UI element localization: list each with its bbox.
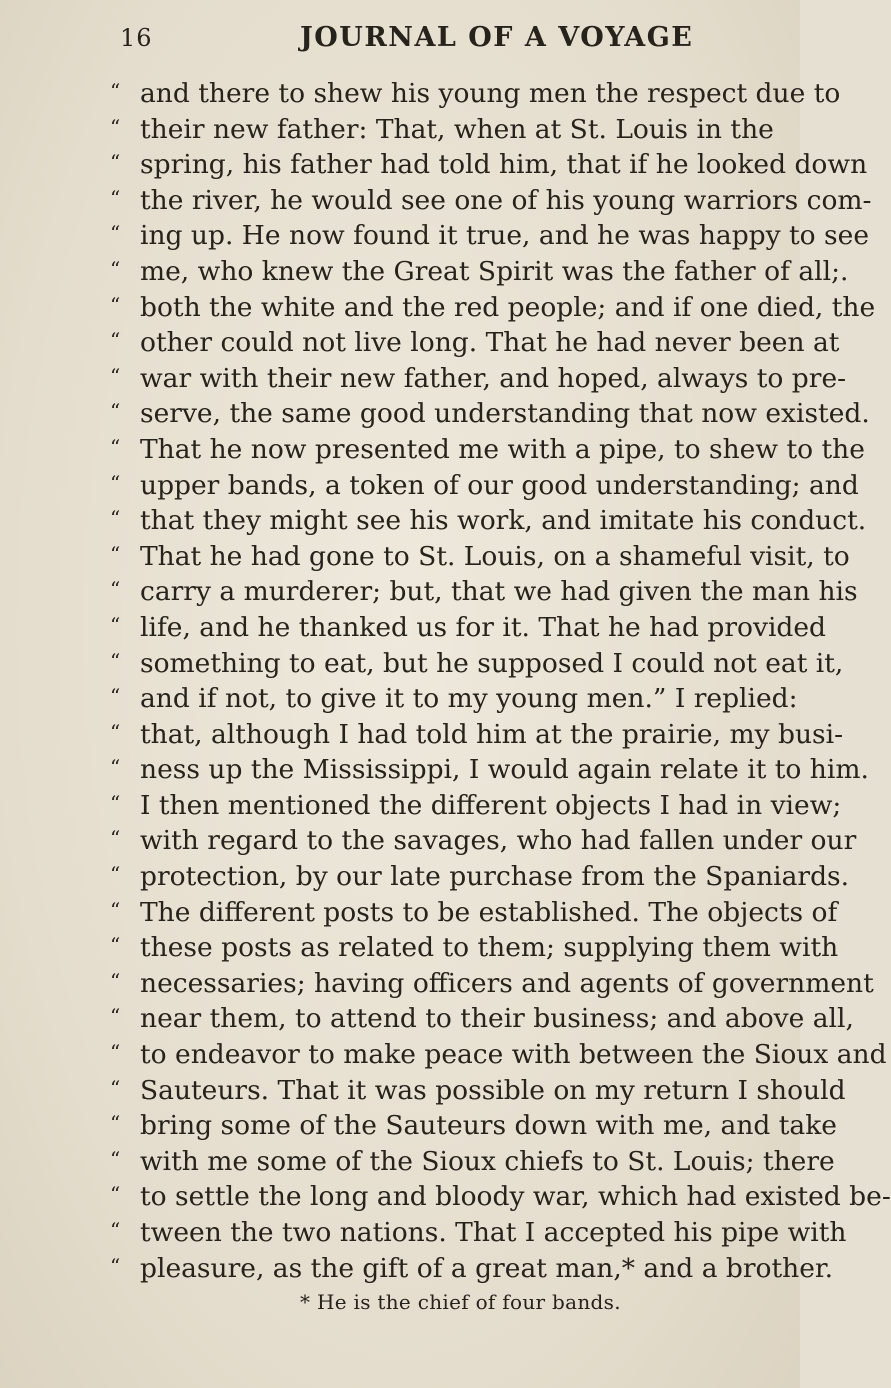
text-line — [110, 432, 865, 468]
line-text: spring, his father had told him, that if he looked down — [140, 149, 868, 181]
quote-mark: “ — [110, 506, 121, 531]
line-text: to settle the long and bloody war, which had existed be- — [140, 1181, 891, 1213]
quote-mark: “ — [110, 1004, 121, 1029]
quote-mark: “ — [110, 1218, 121, 1242]
quote-mark: “ — [110, 1253, 121, 1278]
text-line — [110, 930, 839, 966]
text-line — [110, 895, 838, 931]
quote-mark: “ — [110, 1111, 121, 1136]
line-text: the river, he would see one of his young warriors com- — [140, 184, 872, 216]
quote-mark: “ — [110, 256, 121, 281]
quote-mark: “ — [110, 114, 121, 139]
quote-mark: “ — [110, 221, 121, 246]
quote-mark: “ — [110, 933, 121, 958]
line-text: upper bands, a token of our good understanding; and — [140, 469, 859, 501]
quote-mark: “ — [110, 684, 121, 709]
line-text: to endeavor to make peace with between the Sioux and — [140, 1039, 887, 1071]
quote-mark: “ — [110, 1075, 121, 1100]
text-line — [110, 325, 840, 361]
line-text: pleasure, as the gift of a great man,* and a brother. — [140, 1252, 834, 1284]
quote-mark: “ — [110, 755, 121, 780]
line-text: bring some of the Sauteurs down with me, and take — [140, 1110, 837, 1142]
text-line — [110, 681, 798, 717]
quote-mark: “ — [110, 363, 121, 388]
text-line — [110, 396, 870, 432]
line-text: ness up the Mississippi, I would again relate it to him. — [140, 754, 869, 786]
text-line — [110, 966, 874, 1002]
line-text: protection, by our late purchase from the Spaniards. — [140, 861, 850, 893]
line-text: life, and he thanked us for it. That he had provided — [140, 611, 827, 643]
text-line — [110, 183, 872, 219]
text-line — [110, 76, 841, 112]
line-text: I then mentioned the different objects I had in view; — [140, 789, 842, 821]
page-number: 16 — [120, 24, 153, 52]
line-text: carry a murderer; but, that we had given the man his — [140, 576, 858, 608]
text-line — [110, 717, 844, 753]
line-text: that they might see his work, and imitate his conduct. — [140, 505, 867, 537]
quote-mark: “ — [110, 612, 121, 637]
line-text: with regard to the savages, who had fallen under our — [140, 825, 857, 857]
quote-mark: “ — [110, 897, 121, 922]
text-line — [110, 1073, 846, 1109]
text-line — [110, 503, 867, 539]
quote-mark: “ — [110, 399, 121, 424]
line-text: other could not live long. That he had never been at — [140, 327, 840, 359]
text-line — [110, 1037, 887, 1073]
quote-mark: “ — [110, 1040, 121, 1065]
quote-mark: “ — [110, 292, 121, 317]
quote-mark: “ — [110, 968, 121, 993]
text-line — [110, 1215, 847, 1251]
quote-mark: “ — [110, 719, 121, 744]
text-line — [110, 752, 869, 788]
quote-mark: “ — [110, 648, 121, 673]
line-text: both the white and the red people; and if one died, the — [140, 291, 876, 323]
quote-mark: “ — [110, 150, 121, 175]
line-text: That he now presented me with a pipe, to shew to the — [140, 433, 865, 465]
text-line — [110, 1251, 834, 1287]
line-text: with me some of the Sioux chiefs to St. Louis; there — [140, 1145, 835, 1177]
line-text: The different posts to be established. The objects of — [140, 896, 838, 928]
text-line — [110, 1179, 891, 1215]
quote-mark: “ — [110, 470, 121, 495]
line-text: necessaries; having officers and agents of government — [140, 967, 874, 999]
text-line — [110, 539, 850, 575]
text-line — [110, 610, 827, 646]
line-text: serve, the same good understanding that now existed. — [140, 398, 870, 430]
line-text: and there to shew his young men the respect due to — [140, 78, 841, 109]
text-line — [110, 468, 859, 504]
quote-mark: “ — [110, 1146, 121, 1171]
line-text: tween the two nations. That I accepted his pipe with — [140, 1217, 847, 1248]
text-line — [110, 254, 849, 290]
page-header — [120, 22, 720, 62]
quote-mark: “ — [110, 790, 121, 815]
text-line — [110, 788, 842, 824]
line-text: that, although I had told him at the prairie, my busi- — [140, 718, 844, 750]
line-text: something to eat, but he supposed I could not eat it, — [140, 647, 844, 679]
text-line — [110, 112, 774, 148]
text-line — [110, 218, 870, 254]
line-text: ing up. He now found it true, and he was happy to see — [140, 220, 870, 252]
footnote: * He is the chief of four bands. — [300, 1290, 621, 1314]
text-line — [110, 859, 850, 895]
quote-mark: “ — [110, 1182, 121, 1207]
running-title: JOURNAL OF A VOYAGE — [300, 22, 694, 53]
quote-mark: “ — [110, 826, 121, 851]
quote-mark: “ — [110, 577, 121, 602]
body-text — [110, 76, 891, 1286]
quote-mark: “ — [110, 541, 121, 566]
text-line — [110, 1001, 854, 1037]
line-text: me, who knew the Great Spirit was the father of all;. — [140, 255, 849, 287]
quote-mark: “ — [110, 434, 121, 459]
quote-mark: “ — [110, 79, 121, 103]
quote-mark: “ — [110, 862, 121, 887]
text-line — [110, 1144, 835, 1180]
quote-mark: “ — [110, 328, 121, 353]
line-text: That he had gone to St. Louis, on a shameful visit, to — [140, 540, 850, 572]
line-text: their new father: That, when at St. Louis in the — [140, 113, 774, 145]
text-line — [110, 290, 876, 326]
text-line — [110, 147, 868, 183]
line-text: Sauteurs. That it was possible on my return I should — [140, 1074, 846, 1106]
quote-mark: “ — [110, 185, 121, 210]
line-text: near them, to attend to their business; and above all, — [140, 1003, 854, 1035]
text-line — [110, 646, 844, 682]
line-text: these posts as related to them; supplying them with — [140, 932, 839, 964]
line-text: war with their new father, and hoped, always to pre- — [140, 362, 847, 394]
line-text: and if not, to give it to my young men.” I replied: — [140, 683, 798, 715]
text-line — [110, 361, 847, 397]
text-line — [110, 574, 858, 610]
text-line — [110, 1108, 837, 1144]
text-line — [110, 823, 857, 859]
